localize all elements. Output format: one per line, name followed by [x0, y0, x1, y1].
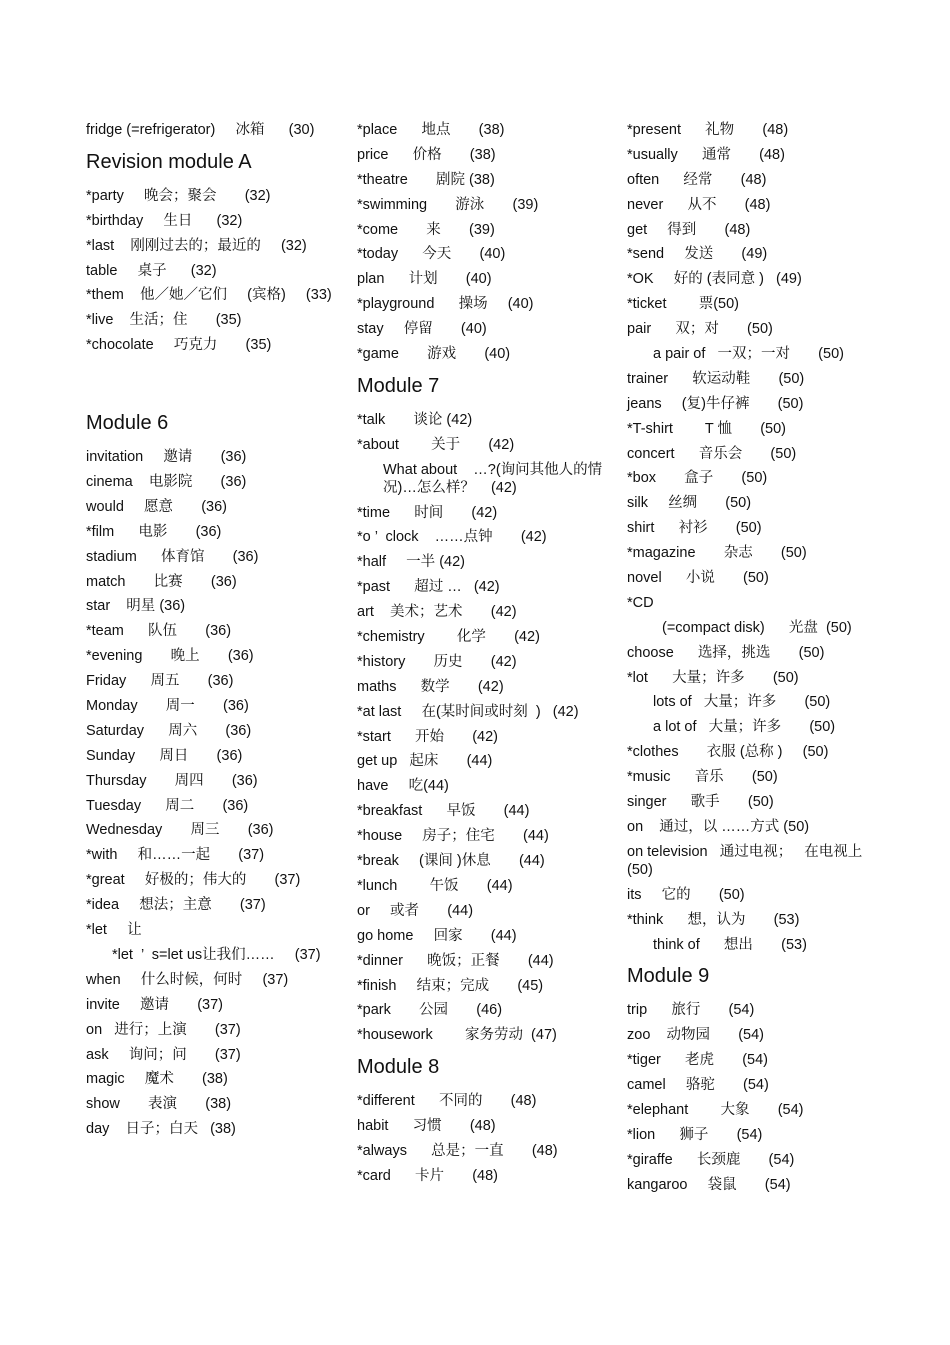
module-heading: Module 8 [357, 1056, 440, 1079]
vocab-entry: habit 习惯 (48) [357, 1118, 496, 1135]
vocab-entry: a lot of 大量；许多 (50) [653, 719, 836, 736]
vocab-entry: *music 音乐 (50) [627, 769, 778, 786]
vocab-entry: *game 游戏 (40) [357, 346, 511, 363]
vocab-entry: *about 关于 (42) [357, 436, 515, 453]
column-1 [86, 118, 336, 1142]
vocab-entry: *CD [627, 594, 654, 611]
vocab-entry: Monday 周一 (36) [86, 698, 249, 715]
module-heading: Module 6 [86, 412, 169, 435]
vocab-entry: *party 晚会；聚会 (32) [86, 187, 271, 204]
vocab-entry: on 通过，以 ……方式 (50) [627, 818, 810, 835]
vocab-entry: when 什么时候，何时 (37) [86, 971, 289, 988]
vocab-entry: silk 丝绸 (50) [627, 495, 752, 512]
vocab-entry: *T-shirt T 恤 (50) [627, 420, 786, 437]
vocab-entry: *think 想，认为 (53) [627, 911, 800, 928]
vocab-entry: *lion 狮子 (54) [627, 1126, 763, 1143]
vocab-entry: novel 小说 (50) [627, 570, 769, 587]
vocab-entry: Sunday 周日 (36) [86, 747, 243, 764]
vocab-entry: *chocolate 巧克力 (35) [86, 337, 272, 354]
vocab-entry: *OK 好的 (表同意 ) (49) [627, 271, 802, 288]
column-2 [357, 118, 607, 1189]
vocab-entry: *time 时间 (42) [357, 504, 498, 521]
vocab-entry: *let ’ s=let us让我们…… (37) [112, 946, 321, 963]
vocab-entry: *start 开始 (42) [357, 728, 498, 745]
vocab-entry: Friday 周五 (36) [86, 673, 234, 690]
vocab-entry: *let 让 [86, 922, 142, 939]
vocab-entry: fridge (=refrigerator) 冰箱 (30) [86, 122, 315, 138]
vocab-entry: trainer 软运动鞋 (50) [627, 370, 805, 387]
vocab-entry: *ticket 票(50) [627, 296, 739, 313]
vocab-entry: *birthday 生日 (32) [86, 212, 243, 229]
vocab-entry: *at last 在(某时间或时刻 ) (42) [357, 703, 579, 720]
vocab-entry: invitation 邀请 (36) [86, 449, 247, 466]
vocab-entry: *today 今天 (40) [357, 246, 506, 263]
vocab-entry: Thursday 周四 (36) [86, 772, 258, 789]
vocab-entry: choose 选择，挑选 (50) [627, 644, 825, 661]
vocab-entry: lots of 大量；许多 (50) [653, 694, 831, 711]
vocab-entry: never 从不 (48) [627, 196, 771, 213]
vocab-entry: *dinner 晚饭；正餐 (44) [357, 952, 554, 969]
vocab-entry: *present 礼物 (48) [627, 122, 789, 138]
vocab-entry: *last 刚刚过去的；最近的 (32) [86, 237, 307, 254]
vocab-entry: have 吃(44) [357, 778, 449, 795]
vocab-entry: *theatre 剧院 (38) [357, 171, 495, 188]
vocab-entry: *place 地点 (38) [357, 122, 505, 138]
vocab-entry: *idea 想法；主意 (37) [86, 897, 266, 914]
vocab-entry: *usually 通常 (48) [627, 146, 785, 163]
vocab-entry: *card 卡片 (48) [357, 1167, 499, 1184]
module-heading: Revision module A [86, 150, 252, 173]
vocab-entry: maths 数学 (42) [357, 678, 504, 695]
vocab-entry: *past 超过 … (42) [357, 579, 500, 596]
vocab-entry: on 进行；上演 (37) [86, 1021, 241, 1038]
module-heading: Module 9 [627, 965, 710, 988]
vocab-entry: *house 房子；住宅 (44) [357, 828, 549, 845]
vocab-entry: Tuesday 周二 (36) [86, 797, 249, 814]
vocab-entry: *film 电影 (36) [86, 523, 222, 540]
vocab-entry: plan 计划 (40) [357, 271, 492, 288]
vocab-entry: *giraffe 长颈鹿 (54) [627, 1151, 795, 1168]
vocab-entry: *finish 结束；完成 (45) [357, 977, 544, 994]
vocab-entry: *different 不同的 (48) [357, 1093, 537, 1110]
vocab-entry: get 得到 (48) [627, 221, 751, 238]
vocab-entry: a pair of 一双；一对 (50) [653, 346, 844, 363]
vocab-entry: *them 他／她／它们 (宾格) (33) [86, 287, 332, 304]
vocab-entry: show 表演 (38) [86, 1096, 232, 1113]
vocab-entry: *live 生活；住 (35) [86, 312, 242, 329]
vocab-entry: concert 音乐会 (50) [627, 445, 797, 462]
vocab-entry: *swimming 游泳 (39) [357, 196, 539, 213]
vocab-entry: Wednesday 周三 (36) [86, 822, 274, 839]
vocab-entry: *team 队伍 (36) [86, 623, 232, 640]
vocab-entry: ask 询问；问 (37) [86, 1046, 241, 1063]
vocab-entry: go home 回家 (44) [357, 927, 517, 944]
vocab-entry: invite 邀请 (37) [86, 996, 223, 1013]
vocab-entry: *always 总是；一直 (48) [357, 1142, 558, 1159]
vocab-entry: match 比赛 (36) [86, 573, 237, 590]
vocab-entry: kangaroo 袋鼠 (54) [627, 1176, 791, 1193]
vocab-entry: *o ’ clock ……点钟 (42) [357, 529, 547, 546]
vocab-entry: *elephant 大象 (54) [627, 1101, 804, 1118]
vocab-entry: would 愿意 (36) [86, 498, 228, 515]
vocab-entry: *evening 晚上 (36) [86, 648, 254, 665]
vocab-entry: *playground 操场 (40) [357, 296, 534, 313]
vocab-entry: *great 好极的；伟大的 (37) [86, 872, 301, 889]
vocab-entry: *tiger 老虎 (54) [627, 1052, 769, 1069]
vocab-entry: get up 起床 (44) [357, 753, 493, 770]
vocab-entry: *talk 谈论 (42) [357, 411, 473, 428]
vocab-entry: (=compact disk) 光盘 (50) [662, 619, 852, 636]
vocab-entry: stay 停留 (40) [357, 321, 487, 338]
vocab-entry: shirt 衬衫 (50) [627, 520, 762, 537]
vocab-entry: *park 公园 (46) [357, 1002, 503, 1019]
vocab-entry: *lunch 午饭 (44) [357, 877, 513, 894]
vocab-entry: camel 骆驼 (54) [627, 1077, 769, 1094]
vocab-entry: stadium 体育馆 (36) [86, 548, 259, 565]
vocab-entry: magic 魔术 (38) [86, 1071, 228, 1088]
vocab-entry: *breakfast 早饭 (44) [357, 803, 530, 820]
vocab-entry: price 价格 (38) [357, 146, 496, 163]
vocab-entry: What about …?(询问其他人的情况)…怎么样？ (42) [383, 461, 603, 496]
vocab-entry: table 桌子 (32) [86, 262, 217, 279]
vocab-entry: often 经常 (48) [627, 171, 767, 188]
vocab-entry: art 美术；艺术 (42) [357, 604, 517, 621]
vocab-entry: think of 想出 (53) [653, 936, 807, 953]
vocab-entry: Saturday 周六 (36) [86, 722, 252, 739]
vocab-entry: *chemistry 化学 (42) [357, 629, 540, 646]
vocab-entry: *come 来 (39) [357, 221, 495, 238]
vocab-entry: *lot 大量；许多 (50) [627, 669, 799, 686]
vocab-entry: jeans (复)牛仔裤 (50) [627, 395, 804, 412]
vocab-entry: *housework 家务劳动 (47) [357, 1027, 557, 1044]
column-3 [627, 118, 867, 1198]
vocab-entry: *box 盒子 (50) [627, 470, 768, 487]
vocab-entry: *send 发送 (49) [627, 246, 768, 263]
vocab-entry: *magazine 杂志 (50) [627, 545, 807, 562]
vocab-entry: trip 旅行 (54) [627, 1002, 755, 1019]
vocab-entry: star 明星 (36) [86, 598, 186, 615]
vocab-entry: cinema 电影院 (36) [86, 474, 247, 491]
vocab-entry: on television 通过电视； 在电视上(50) [627, 843, 863, 878]
spacer [86, 358, 336, 404]
vocab-entry: *half 一半 (42) [357, 554, 465, 571]
vocab-entry: its 它的 (50) [627, 886, 745, 903]
vocab-entry: pair 双；对 (50) [627, 321, 773, 338]
vocab-entry: *history 历史 (42) [357, 653, 517, 670]
vocab-entry: day 日子；白天 (38) [86, 1121, 236, 1138]
module-heading: Module 7 [357, 374, 440, 397]
vocab-entry: or 或者 (44) [357, 902, 474, 919]
vocab-entry: *with 和……一起 (37) [86, 847, 265, 864]
vocab-entry: *clothes 衣服 (总称 ) (50) [627, 744, 829, 761]
vocab-entry: singer 歌手 (50) [627, 794, 774, 811]
vocab-entry: zoo 动物园 (54) [627, 1027, 764, 1044]
vocab-entry: *break (课间 )休息 (44) [357, 853, 545, 870]
